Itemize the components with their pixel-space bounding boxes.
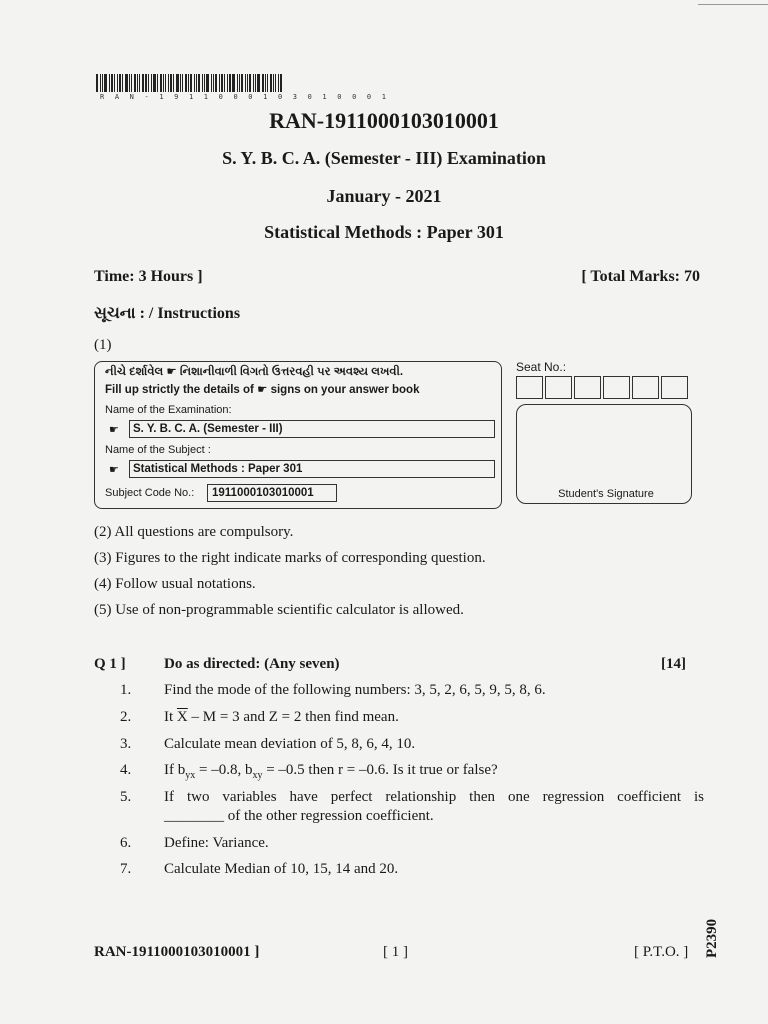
instructions-heading: સૂચના : / Instructions: [94, 305, 241, 322]
barcode-bar: [153, 74, 156, 92]
barcode-bar: [255, 74, 256, 92]
barcode-bar: [206, 74, 209, 92]
instruction-4: (4) Follow usual notations.: [94, 576, 256, 592]
signature-label: Student's Signature: [558, 488, 654, 500]
barcode-bar: [122, 74, 123, 92]
barcode-bar: [139, 74, 140, 92]
pointing-hand-icon: ☛: [109, 424, 119, 436]
paper-title: Statistical Methods : Paper 301: [264, 222, 504, 242]
paper-code-title: RAN-1911000103010001: [269, 108, 499, 133]
scan-edge-line: [698, 4, 768, 5]
item-number: 5.: [120, 789, 132, 805]
barcode-bar: [188, 74, 189, 92]
barcode-bar: [275, 74, 276, 92]
barcode-bar: [131, 74, 132, 92]
barcode-bar: [176, 74, 179, 92]
barcode-bar: [173, 74, 174, 92]
barcode-bar: [185, 74, 187, 92]
side-paper-code: P2390: [704, 918, 720, 958]
barcode-bar: [109, 74, 110, 92]
barcode-bar: [245, 74, 246, 92]
barcode-bar: [114, 74, 115, 92]
seat-number-label: Seat No.:: [516, 360, 567, 374]
question-item: It $\overline{X} - M = 3$ and Z = 2 then find mean.: [164, 709, 399, 725]
barcode-bar: [219, 74, 220, 92]
footer-paper-code: RAN-1911000103010001 ]: [94, 944, 260, 960]
barcode: [96, 74, 312, 92]
subject-code-field: 1911000103010001: [207, 484, 337, 502]
question-item: Calculate Median of 10, 15, 14 and 20.: [164, 861, 399, 877]
barcode-bar: [224, 74, 225, 92]
barcode-bar: [165, 74, 166, 92]
question-item-continuation: ________ of the other regression coefficient.: [164, 808, 434, 824]
barcode-bar: [211, 74, 212, 92]
barcode-bar: [100, 74, 101, 92]
barcode-bar: [180, 74, 181, 92]
barcode-bar: [278, 74, 279, 92]
barcode-bar: [163, 74, 164, 92]
question-item: Define: Variance.: [164, 835, 269, 851]
seat-digit-box: [574, 376, 601, 399]
seat-number-boxes: [516, 376, 690, 399]
barcode-bar: [119, 74, 121, 92]
instruction-1-number: (1): [94, 337, 112, 353]
instruction-3: (3) Figures to the right indicate marks of corresponding question.: [94, 550, 486, 566]
barcode-bar: [137, 74, 138, 92]
barcode-bar: [253, 74, 254, 92]
footer-pto: [ P.T.O. ]: [634, 944, 689, 960]
barcode-bar: [111, 74, 113, 92]
question-item: If $b_{yx} = -0.8$, $b_{xy} = -0.5$ then r = –0.6. Is it true or false?: [164, 762, 498, 781]
seat-digit-box: [661, 376, 688, 399]
barcode-bar: [267, 74, 268, 92]
barcode-bar: [204, 74, 205, 92]
question-marks: [14]: [661, 656, 686, 672]
seat-digit-box: [603, 376, 630, 399]
instruction-2: (2) All questions are compulsory.: [94, 524, 294, 540]
pointing-hand-icon: ☛: [109, 464, 119, 476]
item-number: 4.: [120, 762, 132, 778]
barcode-bar: [202, 74, 203, 92]
barcode-bar: [229, 74, 231, 92]
question-title: Do as directed: (Any seven): [164, 656, 340, 672]
barcode-bar: [241, 74, 243, 92]
seat-digit-box: [516, 376, 543, 399]
barcode-bar: [249, 74, 251, 92]
total-marks: [ Total Marks: 70: [581, 268, 700, 285]
barcode-bar: [280, 74, 282, 92]
barcode-bar: [270, 74, 272, 92]
barcode-bar: [237, 74, 238, 92]
barcode-bar: [170, 74, 172, 92]
exam-name-label: Name of the Examination:: [105, 404, 232, 416]
barcode-bar: [134, 74, 136, 92]
barcode-bar: [239, 74, 240, 92]
english-instruction: Fill up strictly the details of ☛ signs on your answer book: [105, 384, 420, 396]
barcode-bar: [102, 74, 103, 92]
barcode-bar: [273, 74, 274, 92]
seat-digit-box: [632, 376, 659, 399]
item-number: 7.: [120, 861, 132, 877]
barcode-bar: [142, 74, 144, 92]
subject-name-field: Statistical Methods : Paper 301: [129, 460, 495, 478]
instruction-5: (5) Use of non-programmable scientific calculator is allowed.: [94, 602, 464, 618]
item-number: 3.: [120, 736, 132, 752]
barcode-bar: [125, 74, 128, 92]
barcode-bar: [145, 74, 147, 92]
barcode-bar: [129, 74, 130, 92]
barcode-bar: [148, 74, 149, 92]
barcode-bar: [194, 74, 195, 92]
barcode-bar: [257, 74, 260, 92]
barcode-bar: [221, 74, 223, 92]
question-number: Q 1 ]: [94, 656, 126, 672]
subject-code-label: Subject Code No.:: [105, 487, 195, 499]
barcode-bar: [247, 74, 248, 92]
barcode-bar: [117, 74, 118, 92]
item-number: 6.: [120, 835, 132, 851]
gujarati-instruction: નીચે દર્શાવેલ ☛ નિશાનીવાળી વિગતો ઉત્તરવહી પર અવશ્ય લખવી.: [105, 366, 404, 378]
barcode-bar: [265, 74, 266, 92]
barcode-bar: [213, 74, 214, 92]
barcode-bar: [151, 74, 152, 92]
barcode-bar: [262, 74, 264, 92]
answer-book-details-box: [94, 361, 502, 509]
barcode-bar: [190, 74, 192, 92]
exam-name-field: S. Y. B. C. A. (Semester - III): [129, 420, 495, 438]
question-item: If two variables have perfect relationship then one regression coefficient is: [164, 789, 704, 805]
item-number: 1.: [120, 682, 132, 698]
exam-title: S. Y. B. C. A. (Semester - III) Examination: [222, 148, 546, 168]
barcode-bar: [160, 74, 162, 92]
exam-date: January - 2021: [326, 186, 442, 206]
barcode-bar: [96, 74, 98, 92]
time-allowed: Time: 3 Hours ]: [94, 268, 203, 285]
barcode-bar: [196, 74, 197, 92]
barcode-bar: [215, 74, 217, 92]
question-item: Calculate mean deviation of 5, 8, 6, 4, 10.: [164, 736, 416, 752]
barcode-text: R A N - 1 9 1 1 0 0 0 1 0 3 0 1 0 0 0 1: [100, 93, 390, 101]
barcode-bar: [157, 74, 158, 92]
barcode-bar: [104, 74, 107, 92]
barcode-bar: [168, 74, 169, 92]
barcode-bar: [198, 74, 200, 92]
barcode-bar: [182, 74, 183, 92]
question-item: Find the mode of the following numbers: 3, 5, 2, 6, 5, 9, 5, 8, 6.: [164, 682, 546, 698]
subject-name-label: Name of the Subject :: [105, 444, 211, 456]
barcode-bar: [227, 74, 228, 92]
seat-digit-box: [545, 376, 572, 399]
barcode-bar: [232, 74, 235, 92]
footer-page-number: [ 1 ]: [383, 944, 408, 960]
item-number: 2.: [120, 709, 132, 725]
